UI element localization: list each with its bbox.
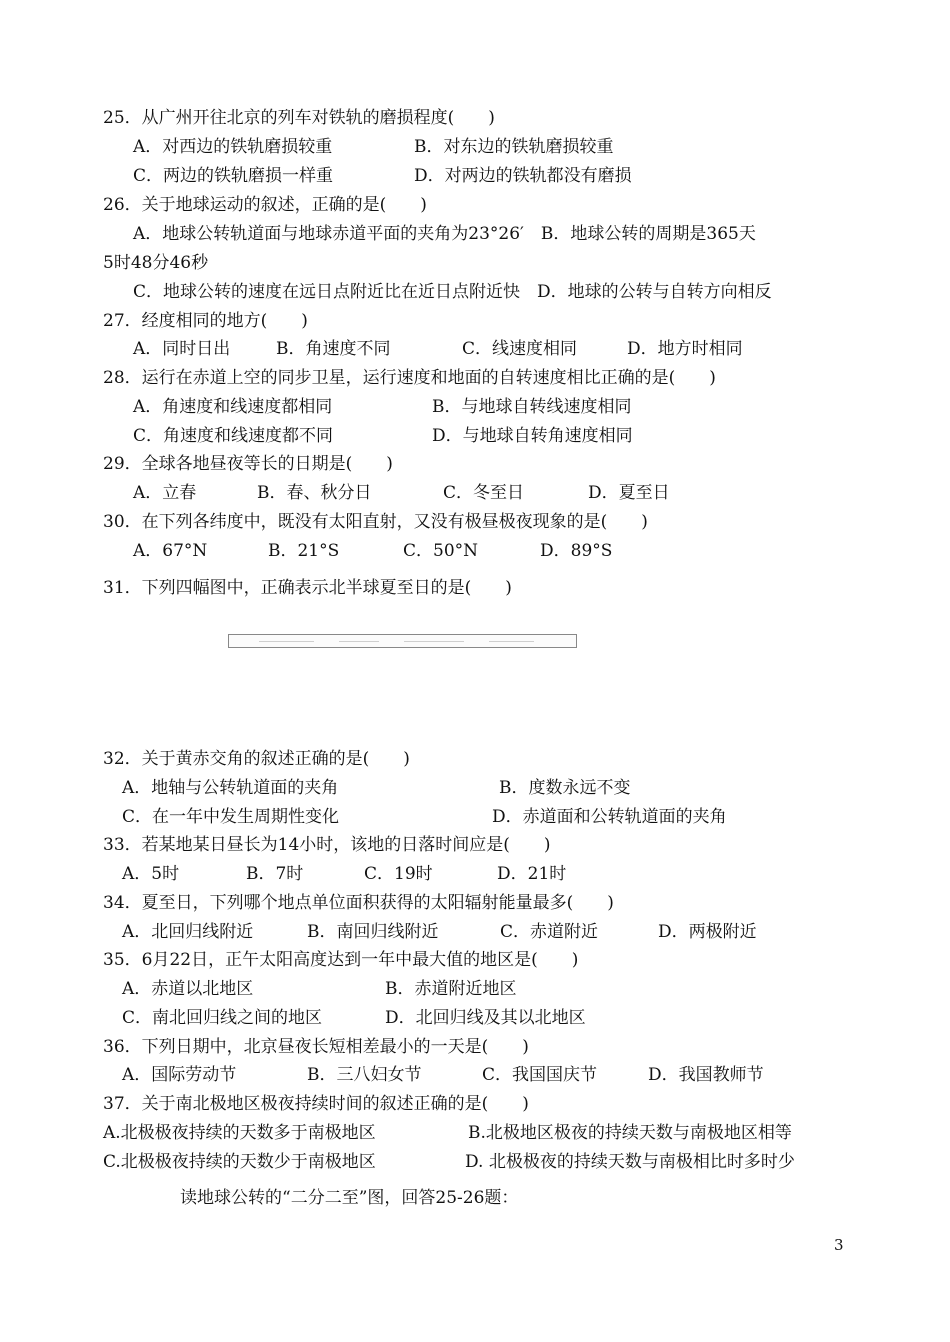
q30-option-a: A．67°N (133, 541, 208, 561)
q29-stem: 29．全球各地昼夜等长的日期是( ) (103, 454, 393, 474)
q32-option-d: D．赤道面和公转轨道面的夹角 (492, 807, 727, 827)
q35-option-c: C．南北回归线之间的地区 (122, 1008, 323, 1028)
q34-option-a: A．北回归线附近 (122, 922, 254, 942)
q32-stem: 32．关于黄赤交角的叙述正确的是( ) (103, 749, 410, 769)
q25-stem: 25．从广州开往北京的列车对铁轨的磨损程度( ) (103, 108, 495, 128)
q27-option-b: B．角速度不同 (276, 339, 391, 359)
q29-option-a: A．立春 (133, 483, 197, 503)
q37-option-d: D. 北极极夜的持续天数与南极相比时多时少 (465, 1152, 795, 1172)
q25-option-d: D．对两边的铁轨都没有磨损 (414, 166, 632, 186)
q26-stem: 26．关于地球运动的叙述，正确的是( ) (103, 195, 427, 215)
q29-option-b: B．春、秋分日 (257, 483, 372, 503)
q34-option-d: D．两极附近 (658, 922, 757, 942)
q34-option-c: C．赤道附近 (500, 922, 599, 942)
q35-option-d: D．北回归线及其以北地区 (385, 1008, 586, 1028)
q33-option-b: B．7时 (246, 864, 304, 884)
q30-option-c: C．50°N (403, 541, 479, 561)
q36-option-c: C．我国国庆节 (482, 1065, 598, 1085)
q28-stem: 28．运行在赤道上空的同步卫星，运行速度和地面的自转速度相比正确的是( ) (103, 368, 716, 388)
q33-option-a: A．5时 (122, 864, 180, 884)
q27-option-d: D．地方时相同 (627, 339, 743, 359)
q36-option-d: D．我国教师节 (648, 1065, 764, 1085)
q25-option-a: A．对西边的铁轨磨损较重 (133, 137, 333, 157)
reading-instruction: 读地球公转的“二分二至”图，回答25-26题： (180, 1188, 519, 1208)
q27-option-c: C．线速度相同 (462, 339, 578, 359)
q26-options-line1: A．地球公转轨道面与地球赤道平面的夹角为23°26′ B．地球公转的周期是365天 (133, 224, 756, 244)
q27-stem: 27．经度相同的地方( ) (103, 311, 308, 331)
q37-option-b: B.北极地区极夜的持续天数与南极地区相等 (468, 1123, 792, 1143)
q28-option-b: B．与地球自转线速度相同 (432, 397, 632, 417)
q30-option-b: B．21°S (268, 541, 340, 561)
q28-option-d: D．与地球自转角速度相同 (432, 426, 633, 446)
q34-stem: 34．夏至日，下列哪个地点单位面积获得的太阳辐射能量最多( ) (103, 893, 614, 913)
q26-options-line3: C．地球公转的速度在远日点附近比在近日点附近快 D．地球的公转与自转方向相反 (133, 282, 772, 302)
q37-option-c: C.北极极夜持续的天数少于南极地区 (103, 1152, 376, 1172)
q27-option-a: A．同时日出 (133, 339, 231, 359)
q32-option-c: C．在一年中发生周期性变化 (122, 807, 340, 827)
q33-option-c: C．19时 (364, 864, 433, 884)
q25-option-b: B．对东边的铁轨磨损较重 (414, 137, 614, 157)
q33-stem: 33．若某地某日昼长为14小时，该地的日落时间应是( ) (103, 835, 551, 855)
q30-option-d: D．89°S (540, 541, 613, 561)
q32-option-b: B．度数永远不变 (499, 778, 631, 798)
q28-option-a: A．角速度和线速度都相同 (133, 397, 333, 417)
q35-stem: 35．6月22日，正午太阳高度达到一年中最大值的地区是( ) (103, 950, 579, 970)
q35-option-a: A．赤道以北地区 (122, 979, 254, 999)
q36-option-b: B．三八妇女节 (307, 1065, 422, 1085)
q30-stem: 30．在下列各纬度中，既没有太阳直射，又没有极昼极夜现象的是( ) (103, 512, 648, 532)
q31-stem: 31．下列四幅图中，正确表示北半球夏至日的是( ) (103, 578, 512, 598)
q35-option-b: B．赤道附近地区 (385, 979, 517, 999)
q33-option-d: D．21时 (497, 864, 567, 884)
q29-option-c: C．冬至日 (443, 483, 525, 503)
q31-figure-placeholder (228, 634, 577, 648)
q37-option-a: A.北极极夜持续的天数多于南极地区 (103, 1123, 376, 1143)
page-number: 3 (834, 1236, 844, 1254)
q37-stem: 37．关于南北极地区极夜持续时间的叙述正确的是( ) (103, 1094, 529, 1114)
q36-stem: 36．下列日期中，北京昼夜长短相差最小的一天是( ) (103, 1037, 529, 1057)
q29-option-d: D．夏至日 (588, 483, 670, 503)
q26-options-line2: 5时48分46秒 (103, 253, 209, 273)
q32-option-a: A．地轴与公转轨道面的夹角 (122, 778, 339, 798)
q36-option-a: A．国际劳动节 (122, 1065, 237, 1085)
q25-option-c: C．两边的铁轨磨损一样重 (133, 166, 334, 186)
q28-option-c: C．角速度和线速度都不同 (133, 426, 334, 446)
q34-option-b: B．南回归线附近 (307, 922, 439, 942)
